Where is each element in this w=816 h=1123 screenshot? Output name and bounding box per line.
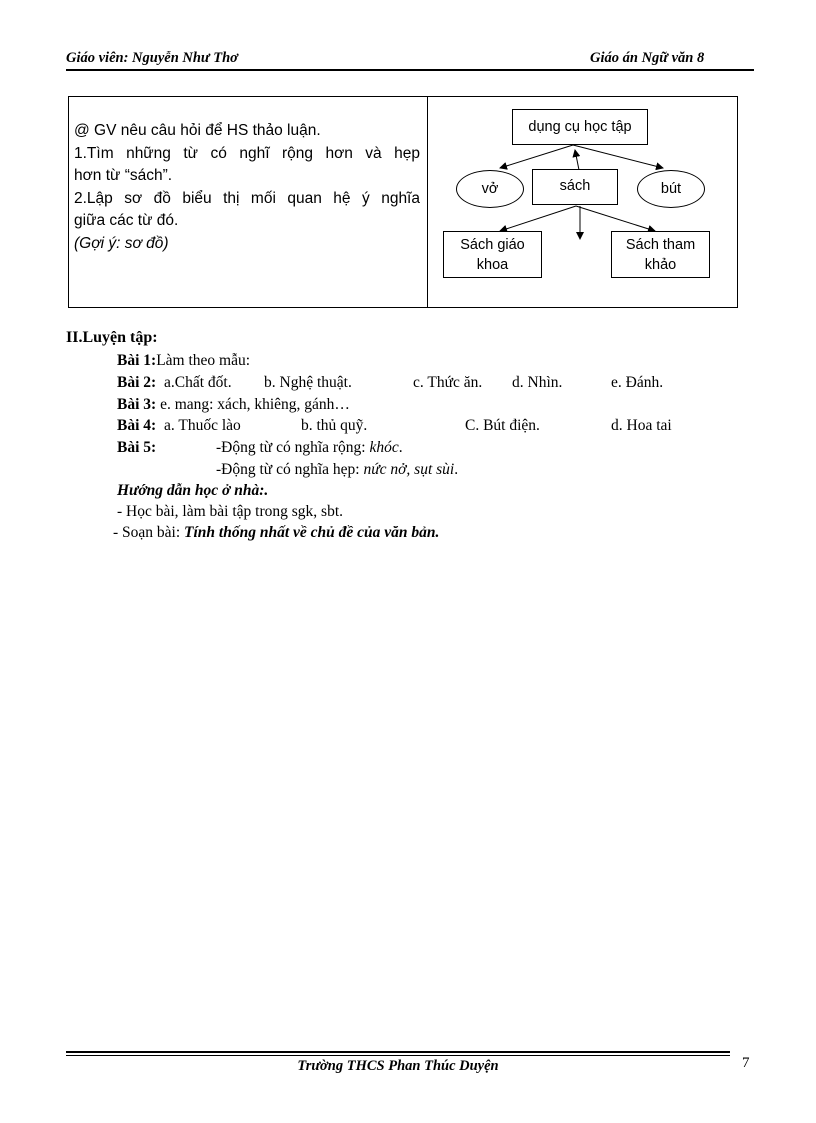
activity-hint: (Gợi ý: sơ đồ) xyxy=(74,234,169,252)
exercise-4-a: a. Thuốc lào xyxy=(164,417,241,434)
footer-rule-thick xyxy=(66,1051,730,1053)
exercise-4-c: C. Bút điện. xyxy=(465,417,540,434)
exercise-2-c: c. Thức ăn. xyxy=(413,374,483,391)
activity-line: giữa các từ đó. xyxy=(74,212,179,229)
header-subject: Giáo án Ngữ văn 8 xyxy=(590,50,705,66)
node-sach-giao-khoa: Sách giáo khoa xyxy=(443,231,542,278)
exercise-2-d: d. Nhìn. xyxy=(512,374,563,391)
exercise-5-label: Bài 5: xyxy=(117,439,157,456)
exercise-text: e. mang: xách, khiêng, gánh… xyxy=(156,396,350,413)
exercise-5-narrow-end: . xyxy=(454,461,459,478)
homework-item-2 xyxy=(113,524,439,542)
footer-rule-thin xyxy=(66,1055,730,1056)
exercise-5-broad-prefix: -Động từ có nghĩa rộng: xyxy=(216,439,370,456)
exercise-4-d: d. Hoa tai xyxy=(611,417,672,434)
homework-next-lesson: Tính thống nhất về chủ đề của văn bản. xyxy=(184,524,440,541)
arrow-to-root xyxy=(575,150,579,170)
exercise-label: Bài 1: xyxy=(117,352,157,369)
homework-item-1: - Học bài, làm bài tập trong sgk, sbt. xyxy=(117,503,343,520)
exercise-5-line2 xyxy=(216,461,458,479)
arrow-to-vo xyxy=(500,145,573,168)
node-vo: vở xyxy=(456,170,524,208)
homework-title: Hướng dẫn học ở nhà:. xyxy=(117,482,269,499)
activity-line: 1.Tìm những từ có nghĩ rộng hơn và hẹp xyxy=(74,144,420,162)
node-sach-tham-khao: Sách tham khảo xyxy=(611,231,710,278)
arrow-to-sgk xyxy=(500,206,576,231)
page-number: 7 xyxy=(742,1055,750,1071)
exercise-2-label: Bài 2: xyxy=(117,374,157,391)
exercise-2-b: b. Nghệ thuật. xyxy=(264,374,352,391)
header-teacher: Giáo viên: Nguyễn Như Thơ xyxy=(66,50,238,66)
section-title: II.Luyện tập: xyxy=(66,329,158,346)
exercise-label: Bài 3: xyxy=(117,396,157,413)
footer-school: Trường THCS Phan Thúc Duyện xyxy=(297,1058,499,1074)
node-root: dụng cụ học tập xyxy=(512,109,648,145)
exercise-5-broad-value: khóc xyxy=(369,439,399,456)
exercise-1 xyxy=(117,352,250,370)
exercise-text: Làm theo mẫu: xyxy=(156,352,251,369)
activity-line: hơn từ “sách”. xyxy=(74,167,173,184)
exercise-5-narrow-value: nức nở, sụt sùi xyxy=(363,461,455,478)
exercise-4-b: b. thủ quỹ. xyxy=(301,417,368,434)
exercise-4-label: Bài 4: xyxy=(117,417,157,434)
exercise-2-e: e. Đánh. xyxy=(611,374,664,391)
exercise-5-narrow-prefix: -Động từ có nghĩa hẹp: xyxy=(216,461,364,478)
exercise-5-line1 xyxy=(216,439,403,457)
exercise-5-broad-end: . xyxy=(398,439,403,456)
activity-line: @ GV nêu câu hỏi để HS thảo luận. xyxy=(74,122,321,139)
node-sach: sách xyxy=(532,169,618,205)
arrow-to-stk xyxy=(576,206,655,231)
arrow-to-but xyxy=(573,145,663,168)
activity-line: 2.Lập sơ đồ biểu thị mối quan hệ ý nghĩa xyxy=(74,189,420,207)
node-but: bút xyxy=(637,170,705,208)
exercise-3 xyxy=(117,396,350,414)
homework-item-2-prefix: - Soạn bài: xyxy=(113,524,185,541)
exercise-2-a: a.Chất đốt. xyxy=(164,374,232,391)
